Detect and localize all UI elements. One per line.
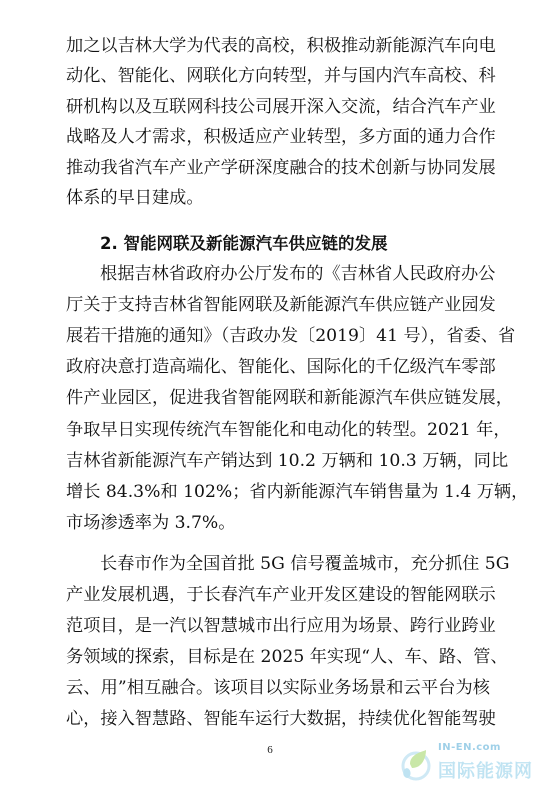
body-text-line: 政府决意打造高端化、智能化、国际化的千亿级汽车零部	[66, 357, 496, 377]
body-text-line: 范项目，是一汽以智慧城市出行应用为场景、跨行业跨业	[66, 616, 496, 636]
body-text-line: 动化、智能化、网联化方向转型，并与国内汽车高校、科	[66, 66, 496, 86]
page-number: 6	[267, 744, 273, 756]
body-text-line: 争取早日实现传统汽车智能化和电动化的转型。2021 年，	[66, 420, 511, 440]
body-text-line: 产业发展机遇，于长春汽车产业开发区建设的智能网联示	[66, 585, 496, 605]
body-text-line: 展若干措施的通知》（吉政办发〔2019〕41 号），省委、省	[66, 326, 516, 346]
body-text-line: 吉林省新能源汽车产销达到 10.2 万辆和 10.3 万辆，同比	[66, 451, 509, 471]
section-heading: 2. 智能网联及新能源汽车供应链的发展	[100, 234, 388, 253]
body-text-line: 厅关于支持吉林省智能网联及新能源汽车供应链产业园发	[66, 295, 496, 315]
body-text-line: 云、用”相互融合。该项目以实际业务场景和云平台为核	[66, 678, 490, 698]
leaf-bulb-icon	[396, 744, 436, 784]
body-text-line: 心，接入智慧路、智能车运行大数据，持续优化智能驾驶	[66, 709, 496, 729]
body-text-line: 长春市作为全国首批 5G 信号覆盖城市，充分抓住 5G	[100, 554, 510, 574]
body-text-line: 件产业园区，促进我省智能网联和新能源汽车供应链发展，	[66, 388, 513, 408]
watermark-title: 国际能源网	[438, 761, 533, 782]
body-text-line: 推动我省汽车产业产学研深度融合的技术创新与协同发展	[66, 158, 496, 178]
body-text-line: 研机构以及互联网科技公司展开深入交流，结合汽车产业	[66, 97, 496, 117]
body-text-line: 根据吉林省政府办公厅发布的《吉林省人民政府办公	[100, 264, 496, 284]
body-text-line: 市场渗透率为 3.7%。	[66, 513, 236, 533]
watermark-logo	[396, 740, 536, 796]
watermark-domain: IN-EN.com	[438, 742, 501, 753]
body-text-line: 增长 84.3%和 102%；省内新能源汽车销售量为 1.4 万辆，	[66, 482, 529, 502]
body-text-line: 战略及人才需求，积极适应产业转型，多方面的通力合作	[66, 127, 496, 147]
body-text-line: 加之以吉林大学为代表的高校，积极推动新能源汽车向电	[66, 36, 496, 56]
body-text-line: 务领域的探索，目标是在 2025 年实现“人、车、路、管、	[66, 647, 508, 667]
body-text-line: 体系的早日建成。	[66, 188, 204, 208]
